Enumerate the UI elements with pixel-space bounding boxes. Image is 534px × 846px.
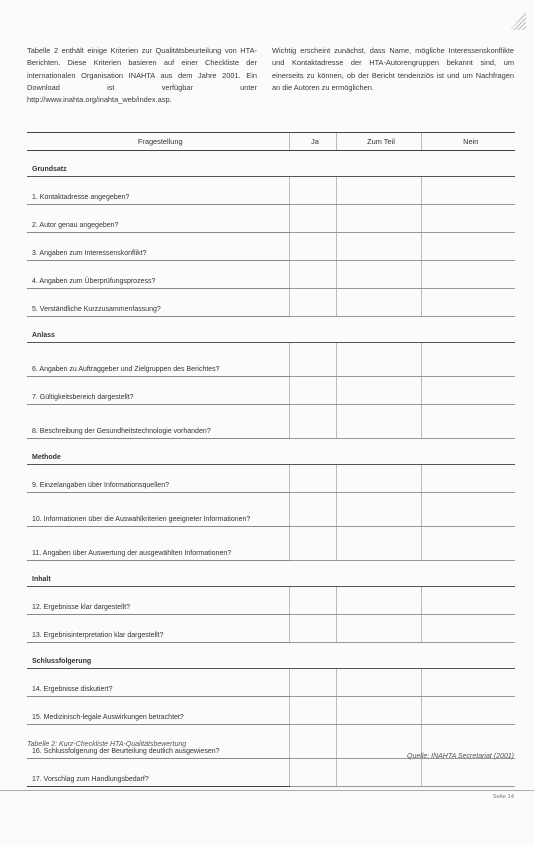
section-label: Inhalt xyxy=(27,561,289,587)
answer-cell-ja[interactable] xyxy=(289,289,336,317)
answer-cell-zum-teil xyxy=(336,317,421,343)
table-row xyxy=(27,233,515,261)
header-ja: Ja xyxy=(289,133,336,151)
answer-cell-ja[interactable] xyxy=(289,697,336,725)
question-label: 3. Angaben zum Interessenskonflikt? xyxy=(27,233,289,261)
question-label: 15. Medizinisch-legale Auswirkungen betrachtet? xyxy=(27,697,289,725)
answer-cell-zum-teil[interactable] xyxy=(336,289,421,317)
answer-cell-nein[interactable] xyxy=(421,233,515,261)
table-caption: Tabelle 2: Kurz-Checkliste HTA-Qualitätsbewertung xyxy=(27,741,187,748)
table-row xyxy=(27,527,515,561)
question-label: 2. Autor genau angegeben? xyxy=(27,205,289,233)
question-label: 4. Angaben zum Überprüfungsprozess? xyxy=(27,261,289,289)
section-label: Methode xyxy=(27,439,289,465)
answer-cell-ja xyxy=(289,439,336,465)
question-label: 5. Verständliche Kurzzusammenfassung? xyxy=(27,289,289,317)
table-row xyxy=(27,205,515,233)
section-row xyxy=(27,439,515,465)
table-row xyxy=(27,669,515,697)
answer-cell-nein xyxy=(421,151,515,177)
question-label: 13. Ergebnisinterpretation klar dargestellt? xyxy=(27,615,289,643)
answer-cell-zum-teil[interactable] xyxy=(336,377,421,405)
answer-cell-ja[interactable] xyxy=(289,377,336,405)
answer-cell-zum-teil[interactable] xyxy=(336,233,421,261)
section-label: Anlass xyxy=(27,317,289,343)
answer-cell-ja[interactable] xyxy=(289,759,336,787)
answer-cell-nein[interactable] xyxy=(421,343,515,377)
answer-cell-zum-teil[interactable] xyxy=(336,493,421,527)
answer-cell-zum-teil[interactable] xyxy=(336,587,421,615)
intro-left-column: Tabelle 2 enthält einige Kriterien zur Qualitätsbeurteilung von HTA-Berichten. Diese Kriterien basieren auf einer Checkliste der internationalen Organisation INAHTA aus dem Jahre 2001. Ein Download ist verfügbar unter http://www.inahta.org/inahta_web/index.asp. xyxy=(27,46,257,105)
table-row xyxy=(27,343,515,377)
table-row xyxy=(27,759,515,787)
answer-cell-nein[interactable] xyxy=(421,205,515,233)
answer-cell-nein[interactable] xyxy=(421,177,515,205)
answer-cell-nein xyxy=(421,643,515,669)
answer-cell-ja[interactable] xyxy=(289,465,336,493)
question-label: 9. Einzelangaben über Informationsquellen? xyxy=(27,465,289,493)
question-label: 7. Gültigkeitsbereich dargestellt? xyxy=(27,377,289,405)
answer-cell-zum-teil[interactable] xyxy=(336,759,421,787)
question-label: 14. Ergebnisse diskutiert? xyxy=(27,669,289,697)
question-label: 17. Vorschlag zum Handlungsbedarf? xyxy=(27,759,289,787)
answer-cell-ja[interactable] xyxy=(289,587,336,615)
table-row xyxy=(27,177,515,205)
header-fragestellung: Fragestellung xyxy=(27,133,289,151)
table-row xyxy=(27,697,515,725)
answer-cell-nein[interactable] xyxy=(421,697,515,725)
answer-cell-zum-teil xyxy=(336,439,421,465)
answer-cell-ja[interactable] xyxy=(289,405,336,439)
source-note: Quelle: INAHTA Secretariat (2001) xyxy=(407,753,514,760)
answer-cell-ja[interactable] xyxy=(289,725,336,759)
footer-rule xyxy=(0,790,534,791)
answer-cell-ja xyxy=(289,561,336,587)
answer-cell-ja[interactable] xyxy=(289,615,336,643)
answer-cell-nein[interactable] xyxy=(421,261,515,289)
section-row xyxy=(27,561,515,587)
answer-cell-nein[interactable] xyxy=(421,465,515,493)
table-row xyxy=(27,465,515,493)
question-label: 1. Kontaktadresse angegeben? xyxy=(27,177,289,205)
question-label: 16. Schlussfolgerung der Beurteilung deutlich ausgewiesen? xyxy=(27,725,289,759)
table-row xyxy=(27,615,515,643)
answer-cell-ja[interactable] xyxy=(289,205,336,233)
table-header-row xyxy=(27,133,515,151)
question-label: 6. Angaben zu Auftraggeber und Zielgruppen des Berichtes? xyxy=(27,343,289,377)
corner-mark xyxy=(510,12,526,30)
header-nein: Nein xyxy=(421,133,515,151)
answer-cell-nein[interactable] xyxy=(421,587,515,615)
intro-right-column: Wichtig erscheint zunächst, dass Name, mögliche Interessenskonflikte und Kontaktadresse der HTA-Autorengruppen bekannt sind, um einerseits zu können, ob der Bericht tendenziös ist und um Nachfragen an die Autoren zu ermöglichen. xyxy=(272,46,514,92)
page-footer: Seite 14 xyxy=(492,794,514,800)
answer-cell-nein[interactable] xyxy=(421,493,515,527)
question-label: 12. Ergebnisse klar dargestellt? xyxy=(27,587,289,615)
answer-cell-nein xyxy=(421,439,515,465)
answer-cell-zum-teil[interactable] xyxy=(336,177,421,205)
answer-cell-ja xyxy=(289,317,336,343)
answer-cell-ja xyxy=(289,643,336,669)
answer-cell-nein xyxy=(421,561,515,587)
question-label: 11. Angaben über Auswertung der ausgewählten Informationen? xyxy=(27,527,289,561)
table-row xyxy=(27,261,515,289)
answer-cell-zum-teil[interactable] xyxy=(336,669,421,697)
answer-cell-ja[interactable] xyxy=(289,493,336,527)
header-zum-teil: Zum Teil xyxy=(336,133,421,151)
answer-cell-nein[interactable] xyxy=(421,289,515,317)
answer-cell-zum-teil xyxy=(336,561,421,587)
answer-cell-zum-teil[interactable] xyxy=(336,615,421,643)
answer-cell-nein[interactable] xyxy=(421,377,515,405)
section-label: Schlussfolgerung xyxy=(27,643,289,669)
answer-cell-nein[interactable] xyxy=(421,615,515,643)
answer-cell-zum-teil[interactable] xyxy=(336,405,421,439)
answer-cell-ja[interactable] xyxy=(289,527,336,561)
answer-cell-nein[interactable] xyxy=(421,405,515,439)
section-row xyxy=(27,151,515,177)
answer-cell-zum-teil[interactable] xyxy=(336,343,421,377)
answer-cell-ja[interactable] xyxy=(289,261,336,289)
table-row xyxy=(27,289,515,317)
answer-cell-nein[interactable] xyxy=(421,527,515,561)
checklist-table xyxy=(27,132,515,787)
answer-cell-nein xyxy=(421,317,515,343)
answer-cell-ja[interactable] xyxy=(289,343,336,377)
answer-cell-zum-teil[interactable] xyxy=(336,205,421,233)
answer-cell-ja[interactable] xyxy=(289,233,336,261)
answer-cell-zum-teil[interactable] xyxy=(336,527,421,561)
answer-cell-ja xyxy=(289,151,336,177)
question-label: 10. Informationen über die Auswahlkriterien geeigneter Informationen? xyxy=(27,493,289,527)
answer-cell-ja[interactable] xyxy=(289,669,336,697)
answer-cell-zum-teil xyxy=(336,643,421,669)
table-row xyxy=(27,587,515,615)
answer-cell-ja[interactable] xyxy=(289,177,336,205)
table-row xyxy=(27,377,515,405)
answer-cell-zum-teil[interactable] xyxy=(336,697,421,725)
answer-cell-zum-teil xyxy=(336,151,421,177)
section-label: Grundsatz xyxy=(27,151,289,177)
answer-cell-nein[interactable] xyxy=(421,669,515,697)
table-row xyxy=(27,493,515,527)
answer-cell-zum-teil[interactable] xyxy=(336,465,421,493)
answer-cell-nein[interactable] xyxy=(421,759,515,787)
answer-cell-zum-teil[interactable] xyxy=(336,261,421,289)
section-row xyxy=(27,317,515,343)
question-label: 8. Beschreibung der Gesundheitstechnologie vorhanden? xyxy=(27,405,289,439)
section-row xyxy=(27,643,515,669)
table-row xyxy=(27,405,515,439)
